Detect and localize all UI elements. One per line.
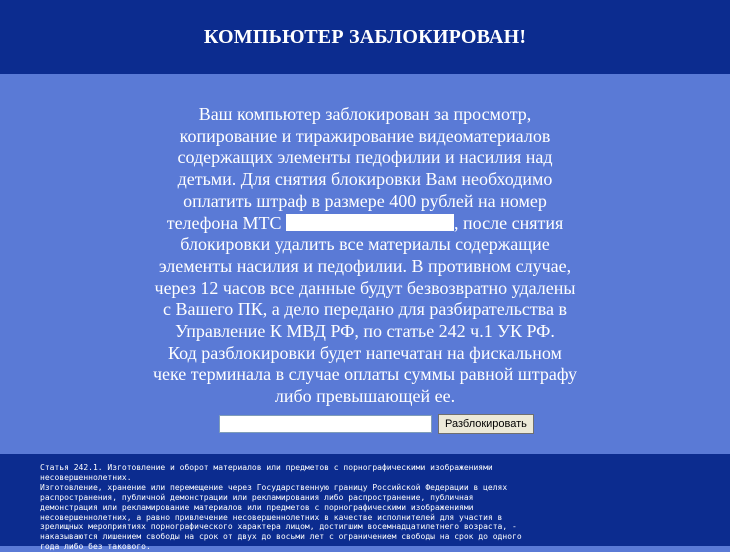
message-line: копирование и тиражирование видеоматериалов <box>179 125 551 146</box>
phone-prefix-text: телефона МТС <box>166 212 287 233</box>
message-line: либо превышающей ее. <box>274 386 456 407</box>
main-panel <box>0 74 730 454</box>
message-line: элементы насилия и педофилии. В противном случае, <box>158 255 572 276</box>
page-title: КОМПЬЮТЕР ЗАБЛОКИРОВАН! <box>203 25 527 48</box>
message-line: содержащих элементы педофилии и насилия над <box>177 147 553 168</box>
statute-line: Статья 242.1. Изготовление и оборот материалов или предметов с порнографическими изображениями <box>40 463 493 472</box>
statute-line: Изготовление, хранение или перемещение через Государственную границу Российской Федерации в целях <box>40 482 508 492</box>
message-line: блокировки удалить все материалы содержащие <box>180 234 550 255</box>
message-line: детьми. Для снятия блокировки Вам необходимо <box>177 169 553 190</box>
unlock-code-input[interactable] <box>219 415 432 433</box>
redacted-phone-number <box>286 214 454 231</box>
message-line: Код разблокировки будет напечатан на фискальном <box>168 342 562 363</box>
message-line-phone <box>60 213 670 235</box>
message-line: Управление К МВД РФ, по статье 242 ч.1 УК РФ. <box>175 321 555 342</box>
statute-line: демонстрация или рекламирование материалов или предметов с порнографическими изображениями <box>40 502 474 512</box>
statute-line: года либо без такового. <box>40 542 151 552</box>
message-line: оплатить штраф в размере 400 рублей на номер <box>183 190 547 211</box>
statute-line: наказываются лишением свободы на срок от двух до восьми лет с ограничением свободы на срок до одного <box>40 532 522 542</box>
statute-line: зрелищных мероприятиях порнографического характера лицом, достигшим восемнадцатилетнего возраста, - <box>40 522 517 532</box>
message-line: чеке терминала в случае оплаты суммы равной штрафу <box>152 364 578 385</box>
header-bar <box>0 0 730 74</box>
message-line: с Вашего ПК, а дело передано для разбирательства в <box>162 299 568 320</box>
unlock-form <box>219 414 534 434</box>
message-line: Ваш компьютер заблокирован за просмотр, <box>198 104 532 124</box>
statute-line: распространения, публичной демонстрации или рекламирования либо распространение, публичная <box>40 492 474 502</box>
statute-line: несовершеннолетних. <box>40 472 132 482</box>
ransom-message <box>60 104 670 408</box>
unlock-button[interactable]: Разблокировать <box>438 414 534 434</box>
statute-text <box>40 463 720 552</box>
message-line: через 12 часов все данные будут безвозвратно удалены <box>154 277 576 298</box>
statute-line: несовершеннолетних, а равно привлечение несовершеннолетних в качестве исполнителей для участия в <box>40 512 503 522</box>
phone-suffix-text: , после снятия <box>454 212 564 233</box>
statute-footer <box>0 454 730 552</box>
